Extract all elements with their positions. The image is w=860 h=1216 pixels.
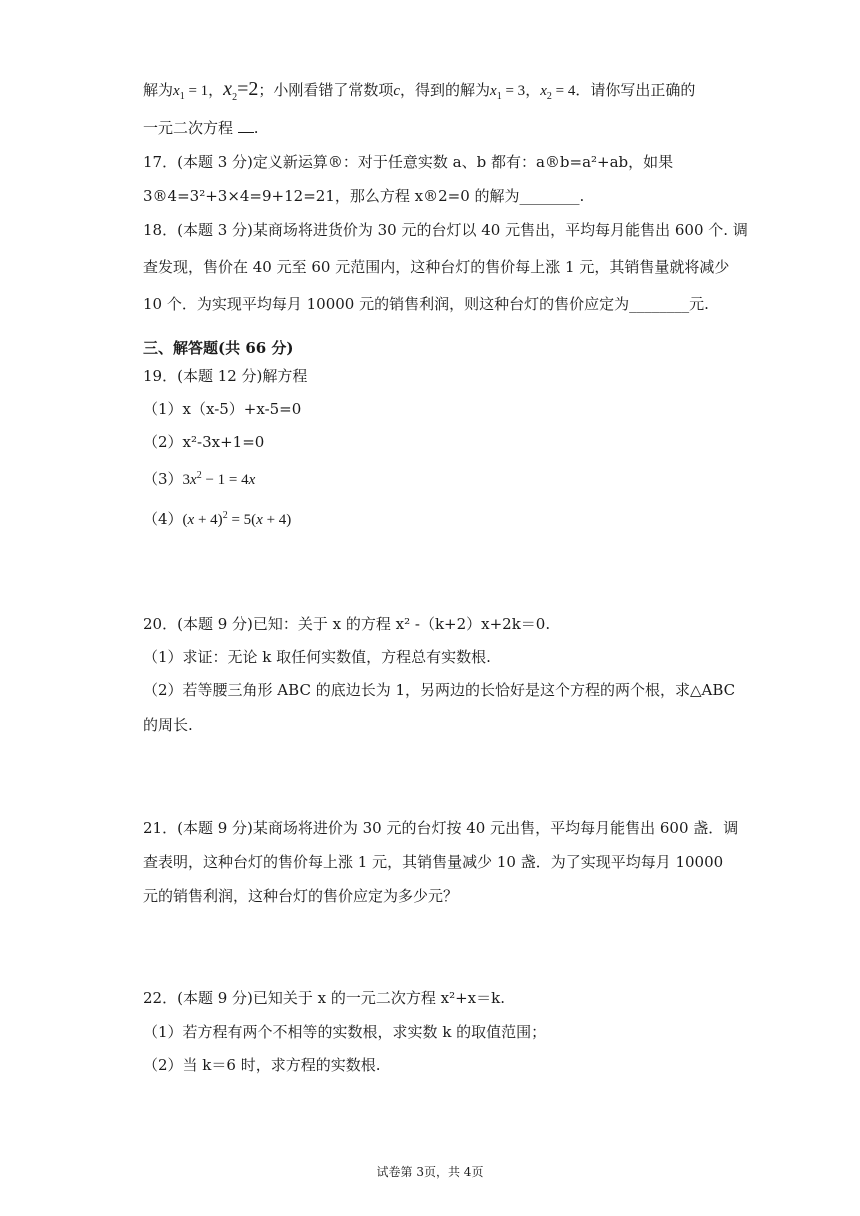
- q22-part-2: （2）当 k＝6 时，求方程的实数根.: [143, 1056, 381, 1074]
- q16-answer-blank[interactable]: [238, 118, 254, 133]
- q20-part-1: （1）求证：无论 k 取任何实数值，方程总有实数根.: [143, 648, 491, 666]
- q16-text-c: ，得到的解为: [400, 81, 491, 99]
- q19-part-3-label: （3）: [143, 470, 183, 488]
- q16-continuation-line-1: 解为$x_1 = 1$，$x_2=2$；小刚看错了常数项c，得到的解为$x_1 = 3$，$x_2 = 4$．请你写出正确的: [143, 78, 696, 103]
- q16-text-a: 解为: [143, 81, 174, 99]
- section-title: 三、解答题(共 66 分): [143, 339, 294, 357]
- q19-part-4-label: （4）: [143, 510, 183, 528]
- q17-line-1: 17．(本题 3 分)定义新运算®：对于任意实数 a、b 都有：a®b=a²+ab，如果: [143, 153, 674, 171]
- q16-formula-x1: $x_1 = 1$: [173, 83, 209, 102]
- q17-line-2: 3®4=3²+3×4=9+12=21，那么方程 x®2=0 的解为________.: [143, 187, 585, 205]
- q18-line-2: 查发现，售价在 40 元至 60 元范围内，这种台灯的售价每上涨 1 元，其销售量就将减少: [143, 258, 730, 276]
- q19-part-4: [143, 506, 291, 530]
- q16-text-cont2: 一元二次方程: [143, 119, 234, 137]
- q20-part-2: （2）若等腰三角形 ABC 的底边长为 1，另两边的长恰好是这个方程的两个根，求△ABC: [143, 681, 736, 699]
- q19-part-3: [143, 466, 255, 490]
- q20-heading: 20．(本题 9 分)已知：关于 x 的方程 x² -（k+2）x+2k＝0.: [143, 615, 551, 633]
- q19-heading: 19．(本题 12 分)解方程: [143, 367, 308, 385]
- page-footer: 试卷第 3页，共 4页: [376, 1165, 484, 1179]
- q18-line-3: 10 个．为实现平均每月 10000 元的销售利润，则这种台灯的售价应定为________元.: [143, 295, 709, 313]
- q21-line-3: 元的销售利润，这种台灯的售价应定为多少元？: [143, 887, 459, 905]
- q18-line-1: 18．(本题 3 分)某商场将进货价为 30 元的台灯以 40 元售出，平均每月能售出 600 个. 调: [143, 221, 748, 239]
- q22-heading: 22．(本题 9 分)已知关于 x 的一元二次方程 x²+x＝k.: [143, 989, 505, 1007]
- q16-formula-c: c: [393, 83, 401, 99]
- q19-part-4-formula: $(x + 4)^2 = 5(x + 4)$: [182, 510, 292, 528]
- q19-part-3-formula: $3x^2 - 1 = 4x$: [182, 470, 256, 488]
- q19-part-2: （2）x²-3x+1=0: [143, 433, 265, 451]
- q16-continuation-line-2: 一元二次方程 .: [143, 119, 259, 137]
- q16-formula-x1-3: $x_1 = 3$: [490, 83, 526, 102]
- q16-text-b: ；小刚看错了常数项: [258, 81, 394, 99]
- q21-line-2: 查表明，这种台灯的售价每上涨 1 元，其销售量减少 10 盏．为了实现平均每月 10000: [143, 853, 724, 871]
- q19-part-1: （1）x（x-5）+x-5=0: [143, 400, 302, 418]
- q21-line-1: 21．(本题 9 分)某商场将进价为 30 元的台灯按 40 元出售，平均每月能售出 600 盏．调: [143, 819, 739, 837]
- q20-part-2-cont: 的周长.: [143, 716, 193, 734]
- q16-formula-x2: $x_2=2$: [223, 78, 259, 103]
- q16-text-d: ．请你写出正确的: [575, 81, 696, 99]
- q22-part-1: （1）若方程有两个不相等的实数根，求实数 k 的取值范围；: [143, 1023, 547, 1041]
- q16-formula-x2-4: $x_2 = 4$: [540, 83, 576, 102]
